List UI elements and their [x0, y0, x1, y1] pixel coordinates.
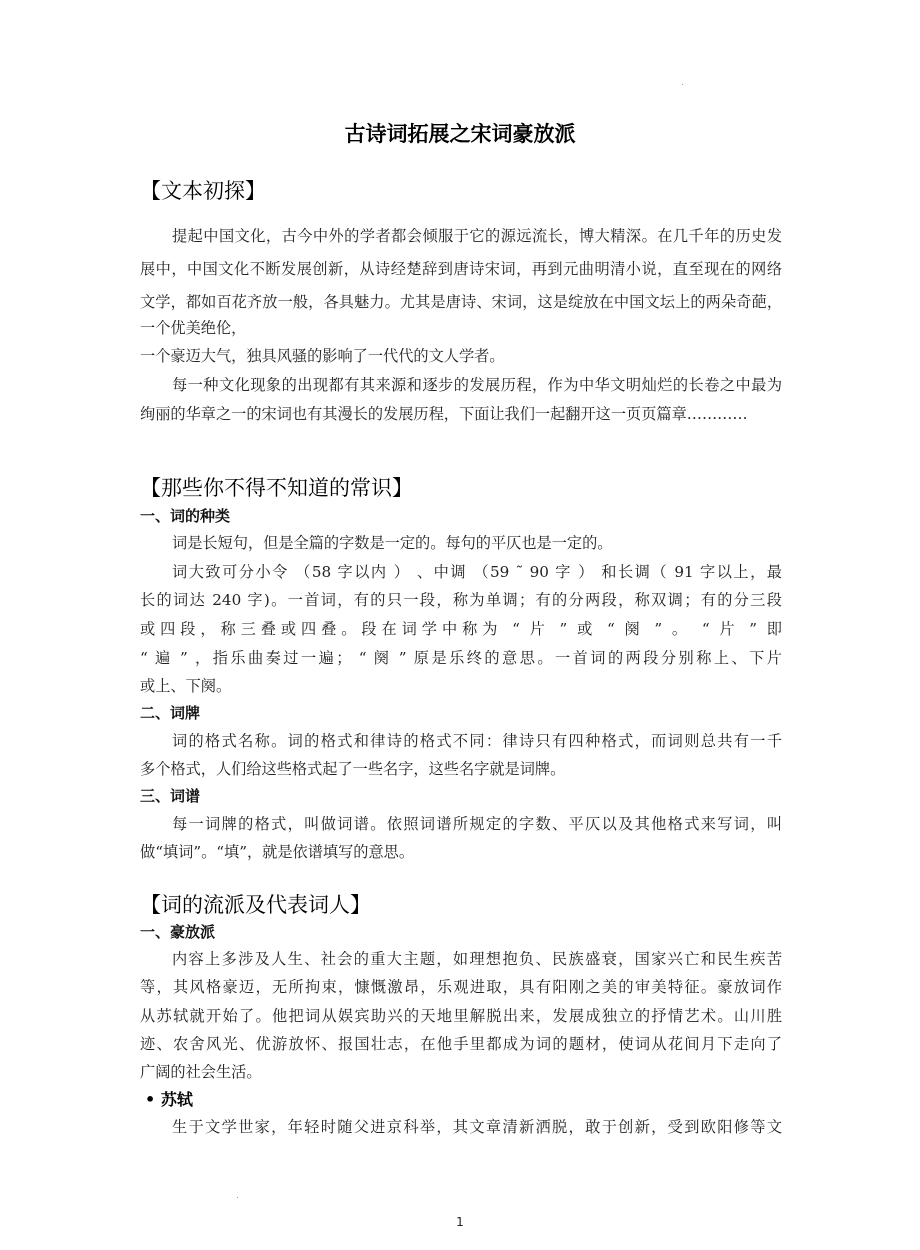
paragraph-line: 每一种文化现象的出现都有其来源和逐步的发展历程，作为中华文明灿烂的长卷之中最为	[172, 376, 782, 394]
paragraph-line: 词是长短句，但是全篇的字数是一定的。每句的平仄也是一定的。	[172, 534, 613, 552]
paragraph-line: 长的词达 240 字)。一首词，有的只一段，称为单调；有的分两段，称双调；有的分三段	[140, 591, 782, 609]
paragraph-line: 做“填词”。“填”，就是依谱填写的意思。	[140, 843, 415, 861]
speck-mark	[682, 84, 683, 85]
paragraph-line: 从苏轼就开始了。他把词从娱宾助兴的天地里解脱出来，发展成独立的抒情艺术。山川胜	[140, 1007, 782, 1025]
poet-heading-su-shi	[145, 1087, 193, 1110]
section-heading-schools-and-poets: 【词的流派及代表词人】	[140, 893, 371, 917]
page-number: 1	[456, 1215, 464, 1229]
paragraph-line: 展中，中国文化不断发展创新，从诗经楚辞到唐诗宋词，再到元曲明清小说，直至现在的网络	[140, 260, 782, 278]
paragraph-line: 绚丽的华章之一的宋词也有其漫长的发展历程，下面让我们一起翻开这一页页篇章…………	[140, 405, 748, 423]
subheading-cipu: 三、词谱	[140, 787, 201, 805]
poet-name: 苏轼	[160, 1090, 193, 1109]
paragraph-line: 或四段，称三叠或四叠。段在词学中称为 “ 片 ” 或 “ 阕 ” 。 “ 片 ” 即	[140, 620, 782, 638]
subheading-cipai: 二、词牌	[140, 704, 201, 722]
document-title: 古诗词拓展之宋词豪放派	[344, 122, 576, 146]
paragraph-line: 生于文学世家，年轻时随父进京科举，其文章清新洒脱，敢于创新，受到欧阳修等文	[172, 1118, 782, 1136]
bullet-icon: •	[145, 1090, 156, 1109]
paragraph-line: 提起中国文化，古今中外的学者都会倾服于它的源远流长，博大精深。在几千年的历史发	[172, 227, 782, 245]
paragraph-line: 一个豪迈大气，独具风骚的影响了一代代的文人学者。	[140, 347, 505, 365]
paragraph-line: 内容上多涉及人生、社会的重大主题，如理想抱负、民族盛衰，国家兴亡和民生疾苦	[172, 950, 782, 968]
paragraph-line: 迹、农舍风光、优游放怀、报国壮志，在他手里都成为词的题材，使词从花间月下走向了	[140, 1035, 782, 1053]
paragraph-line: 等，其风格豪迈，无所拘束，慷慨激昂，乐观进取，具有阳刚之美的审美特征。豪放词作	[140, 978, 782, 996]
paragraph-line: 或上、下阕。	[140, 677, 232, 695]
paragraph-line: 多个格式，人们给这些格式起了一些名字，这些名字就是词牌。	[140, 760, 566, 778]
paragraph-line: 广阔的社会生活。	[140, 1063, 262, 1081]
paragraph-line: 词的格式名称。词的格式和律诗的格式不同：律诗只有四种格式，而词则总共有一千	[172, 732, 782, 750]
section-heading-common-knowledge: 【那些你不得不知道的常识】	[140, 476, 413, 500]
speck-mark	[237, 1197, 238, 1198]
paragraph-line: 一个优美绝伦，	[140, 319, 247, 337]
paragraph-line: 文学，都如百花齐放一般，各具魅力。尤其是唐诗、宋词，这是绽放在中国文坛上的两朵奇葩，	[140, 293, 782, 311]
subheading-haofang-school: 一、豪放派	[140, 923, 216, 941]
paragraph-line: “ 遍 ” ，指乐曲奏过一遍； “ 阕 ” 原是乐终的意思。一首词的两段分别称上、下片	[140, 649, 782, 667]
paragraph-line: 词大致可分小令 （58 字以内 ） 、中调 （59 ˜ 90 字 ） 和长调（ 91 字以上，最	[172, 563, 782, 581]
paragraph-line: 每一词牌的格式，叫做词谱。依照词谱所规定的字数、平仄以及其他格式来写词，叫	[172, 815, 782, 833]
subheading-ci-types: 一、词的种类	[140, 507, 231, 525]
section-heading-text-exploration: 【文本初探】	[140, 179, 266, 203]
